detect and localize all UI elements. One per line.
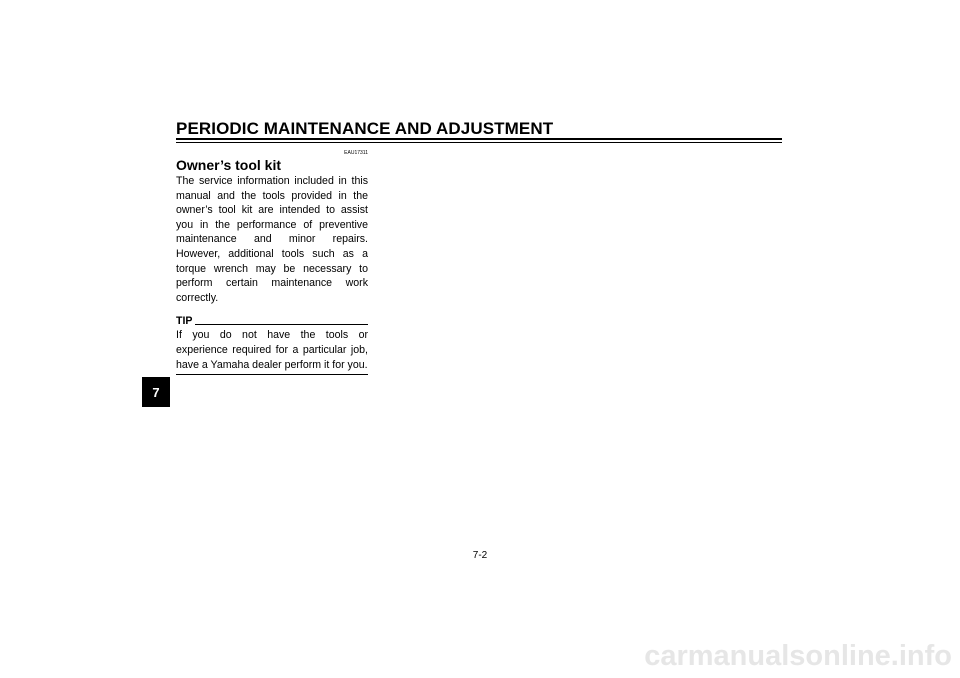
tip-text: If you do not have the tools or experience required for a particular job, have a Yamaha dealer perform it for you. — [176, 329, 368, 371]
tip-rule — [195, 324, 368, 325]
content-column — [176, 150, 368, 375]
section-code: EAU17311 — [344, 150, 368, 156]
tip-end-rule — [176, 374, 368, 375]
header-rule-thick — [176, 138, 782, 140]
watermark: carmanualsonline.info — [644, 640, 952, 672]
chapter-title: PERIODIC MAINTENANCE AND ADJUSTMENT — [176, 119, 554, 138]
chapter-tab: 7 — [142, 377, 170, 407]
tip-label: TIP — [176, 315, 193, 328]
page-number: 7-2 — [472, 550, 488, 561]
page-header — [176, 119, 782, 139]
tip-header — [176, 313, 368, 327]
section-body: The service information included in this manual and the tools provided in the owner’s tool kit are intended to assist you in the performance of preventive maintenance and minor repairs. However, additional tools such as a torque wrench may be necessary to perform certain maintenance work correctly. — [176, 175, 368, 304]
section-title: Owner’s tool kit — [176, 157, 282, 173]
header-rule-thin — [176, 142, 782, 143]
